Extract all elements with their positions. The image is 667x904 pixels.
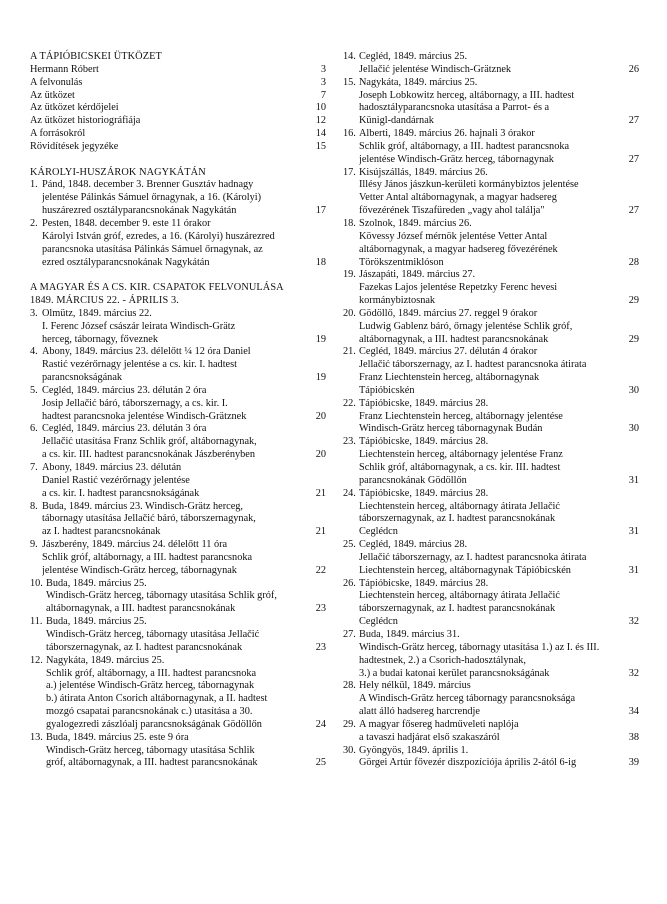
entry-line (359, 668, 639, 681)
entry-line (359, 616, 639, 629)
entry-body (359, 680, 639, 719)
entry-number: 23. (343, 436, 356, 448)
entry-line (359, 64, 639, 77)
entry-line: Schlik gróf, altábornagynak, a cs. kir. III. hadtest (359, 462, 561, 473)
entry-text: Görgei Artúr fővezér diszpozíciója április 2-ától 6-ig (359, 757, 577, 769)
entry-line (359, 257, 639, 270)
entry-line: Fazekas Lajos jelentése Repetzky Ferenc hevesi (359, 282, 558, 294)
entry-line (42, 257, 326, 270)
entry-line: hadosztályparancsnoka utasítása a Parrot- és a (359, 102, 550, 114)
entry-text: Liechtenstein herceg, altábornagynak Tápióbicskén (359, 564, 571, 576)
toc-entry (343, 77, 639, 128)
entry-line: Kisújszállás, 1849. március 26. (359, 166, 488, 178)
entry-number: 2. (30, 217, 38, 229)
entry-line: Buda, 1849. március 25. (46, 616, 147, 628)
entry-line: b.) átirata Anton Csorich altábornagynak, a II. hadtest (46, 693, 268, 705)
entry-line: hadtestnek, 2.) a Csorich-hadosztálynak, (359, 654, 526, 666)
entry-text: a cs. kir. III. hadtest parancsnokának Jászberényben (42, 449, 256, 461)
section-title: A MAGYAR ÉS A CS. KIR. CSAPATOK FELVONULÁSA (30, 282, 284, 294)
page-number: 28 (628, 256, 639, 268)
entry-text: hadtest parancsnoka jelentése Windisch-Grätznek (42, 410, 247, 422)
page-number: 3 (320, 63, 326, 75)
entry-line (42, 205, 326, 218)
page-number: 32 (628, 616, 639, 628)
entry-body (46, 732, 326, 771)
toc-item (30, 115, 326, 128)
entry-text: jelentése Windisch-Grätz herceg, tábornagynak (42, 564, 237, 576)
page-number: 34 (628, 706, 639, 718)
entry-line: Daniel Rastić vezérőrnagy jelentése (42, 474, 190, 486)
entry-line: Tápióbicske, 1849. március 28. (359, 577, 489, 589)
entry-text: jelentése Windisch-Grätz herceg, tábornagynak (359, 153, 554, 165)
entry-line: Tápióbicske, 1849. március 28. (359, 487, 489, 499)
toc-entry (343, 398, 639, 437)
entry-body (46, 578, 326, 617)
entry-line: Alberti, 1849. március 26. hajnali 3 órakor (359, 128, 535, 140)
toc-entry (30, 616, 326, 655)
entry-line (46, 642, 326, 655)
entry-number: 22. (343, 397, 356, 409)
entry-body (46, 616, 326, 655)
entry-line: Illésy János jászkun-kerületi kormánybiztos jelentése (359, 179, 579, 191)
page-number: 31 (628, 526, 639, 538)
page-number: 19 (315, 333, 326, 345)
entry-body (46, 655, 326, 732)
page-number: 15 (315, 140, 326, 152)
entry-text: a cs. kir. I. hadtest parancsnokságának (42, 487, 200, 499)
entry-line: Cegléd, 1849. március 23. délután 3 óra (42, 423, 207, 435)
entry-line: a.) jelentése Windisch-Grätz herceg, tábornagynak (46, 680, 255, 692)
entry-line (359, 423, 639, 436)
entry-line (359, 732, 639, 745)
entry-line: Windisch-Grätz herceg, tábornagy utasítása Jellačić (46, 628, 260, 640)
entry-line: A magyar fősereg hadműveleti naplója (359, 718, 519, 730)
entry-body (42, 462, 326, 501)
entry-line: jelentése Pálinkás Sámuel őrnagynak, a 16. (Károlyi) (42, 192, 262, 204)
toc-entry (343, 128, 639, 167)
page-number: 23 (315, 603, 326, 615)
page-number: 21 (315, 487, 326, 499)
entry-text: herceg, tábornagy, főveznek (42, 333, 158, 345)
section-title: A TÁPIÓBICSKEI ÜTKÖZET (30, 51, 162, 62)
entry-text: az I. hadtest parancsnokának (42, 526, 161, 538)
toc-entry (30, 385, 326, 424)
entry-body (359, 629, 639, 680)
page-number: 3 (320, 76, 326, 88)
toc-entry (30, 578, 326, 617)
entry-line (359, 205, 639, 218)
entry-number: 5. (30, 384, 38, 396)
page-number: 20 (315, 449, 326, 461)
page-number: 29 (628, 295, 639, 307)
entry-line: altábornagynak, a magyar hadsereg fővezérének (359, 243, 558, 255)
entry-line: Liechtenstein herceg, altábornagy jelentése Franz (359, 449, 563, 461)
entry-number: 26. (343, 577, 356, 589)
entry-line: Windisch-Grätz herceg, tábornagy utasítása Schlik gróf, (46, 590, 277, 602)
toc-entry (343, 680, 639, 719)
entry-number: 27. (343, 628, 356, 640)
entry-line: Gyöngyös, 1849. április 1. (359, 744, 469, 756)
entry-line: I. Ferenc József császár leirata Windisch-Grätz (42, 320, 236, 332)
entry-line (359, 526, 639, 539)
entry-body (359, 719, 639, 745)
entry-line: Szolnok, 1849. március 26. (359, 217, 472, 229)
toc-section (30, 167, 326, 270)
page-number: 39 (628, 757, 639, 769)
page-number: 25 (315, 757, 326, 769)
entry-line (359, 295, 639, 308)
entry-number: 6. (30, 423, 38, 435)
entry-line: Hely nélkül, 1849. március (359, 680, 471, 692)
entry-body (359, 77, 639, 128)
entry-number: 7. (30, 462, 38, 473)
entry-line: Windisch-Grätz herceg, tábornagy utasítása Schlik (46, 744, 255, 756)
page-number: 32 (628, 667, 639, 679)
entry-body (42, 308, 326, 347)
entry-line: Buda, 1849. március 25. este 9 óra (46, 731, 189, 743)
entry-text: altábornagynak, a III. hadtest parancsnokának (46, 603, 236, 615)
entry-number: 25. (343, 539, 356, 551)
entry-line (359, 706, 639, 719)
toc-item (30, 102, 326, 115)
entry-line (46, 757, 326, 770)
entry-line: Ludwig Gablenz báró, őrnagy jelentése Schlik gróf, (359, 320, 573, 332)
page-number: 29 (628, 333, 639, 345)
entry-line: A Windisch-Grätz herceg tábornagy parancsnoksága (359, 693, 576, 705)
entry-number: 14. (343, 51, 356, 62)
entry-number: 3. (30, 307, 38, 319)
section-subtitle: 1849. MÁRCIUS 22. - ÁPRILIS 3. (30, 295, 179, 307)
entry-body (359, 578, 639, 629)
item-text: A felvonulás (30, 76, 83, 88)
toc-item (30, 128, 326, 141)
section-title: KÁROLYI-HUSZÁROK NAGYKÁTÁN (30, 166, 206, 178)
entry-line: táborszernagynak, az I. hadtest parancsnokának (359, 513, 556, 525)
toc-entry (30, 179, 326, 218)
left-column (30, 51, 326, 783)
entry-line: mozgó csapatai parancsnokának c.) utasítása a 30. (46, 706, 253, 718)
entry-line (359, 757, 639, 770)
page-number: 14 (315, 128, 326, 140)
entry-text: gyalogezredi zászlóalj parancsnokságának Gödöllőn (46, 718, 262, 730)
entry-line: Nagykáta, 1849. március 25. (46, 654, 165, 666)
entry-number: 8. (30, 500, 38, 512)
entry-line: Tápióbicske, 1849. március 28. (359, 436, 489, 448)
entry-number: 24. (343, 487, 356, 499)
toc-item (30, 77, 326, 90)
page-number: 30 (628, 423, 639, 435)
toc-entry (343, 629, 639, 680)
page-number: 22 (315, 564, 326, 576)
entry-number: 20. (343, 307, 356, 319)
entry-body (359, 436, 639, 487)
entry-line: tábornagy utasítása Jellačić báró, táborszernagynak, (42, 513, 256, 525)
entry-text: táborszernagynak, az I. hadtest parancsnokának (46, 641, 243, 653)
page-number: 18 (315, 256, 326, 268)
toc-entry (30, 539, 326, 578)
entry-line (42, 488, 326, 501)
toc-entry (30, 346, 326, 385)
entry-text: Ceglédcn (359, 526, 398, 538)
toc-entry (30, 462, 326, 501)
entry-body (42, 385, 326, 424)
entry-line: Schlik gróf, altábornagy, a III. hadtest parancsnoka (359, 140, 570, 152)
entry-body (42, 539, 326, 578)
entry-line: Joseph Lobkowitz herceg, altábornagy, a III. hadtest (359, 89, 575, 101)
page-number: 27 (628, 115, 639, 127)
toc-entry (30, 423, 326, 462)
entry-line: Jászberény, 1849. március 24. délelőtt 11 óra (42, 539, 228, 551)
entry-body (359, 167, 639, 218)
entry-line (42, 372, 326, 385)
entry-number: 18. (343, 217, 356, 229)
entry-number: 13. (30, 731, 43, 743)
toc-entry (343, 539, 639, 578)
toc-entry (343, 218, 639, 269)
entry-line: Cegléd, 1849. március 25. (359, 51, 468, 62)
entry-number: 21. (343, 346, 356, 358)
entry-line (42, 449, 326, 462)
entry-text: a tavaszi hadjárat első szakaszáról (359, 731, 500, 743)
entry-number: 4. (30, 346, 38, 358)
item-text: Az ütközet (30, 89, 75, 101)
entry-line: Buda, 1849. március 25. (46, 577, 147, 589)
entry-line (359, 385, 639, 398)
page-number: 12 (315, 115, 326, 127)
toc-entry (343, 745, 639, 771)
entry-text: Windisch-Grätz herceg tábornagynak Budán (359, 423, 543, 435)
entry-text: Tápióbicskén (359, 384, 415, 396)
toc-entry (30, 218, 326, 269)
entry-line: Cegléd, 1849. március 28. (359, 539, 468, 551)
entry-line: parancsnoka utasítása Pálinkás Sámuel őrnagynak, az (42, 243, 263, 255)
item-text: Rövidítések jegyzéke (30, 140, 119, 152)
entry-text: Jellačić jelentése Windisch-Grätznek (359, 63, 512, 75)
entry-body (359, 128, 639, 167)
entry-body (359, 488, 639, 539)
entry-text: fővezérének Tiszafüreden „vagy ahol találja" (359, 205, 545, 217)
page-number: 27 (628, 153, 639, 165)
page-number: 17 (315, 205, 326, 217)
entry-line (42, 334, 326, 347)
entry-line (42, 411, 326, 424)
page-number: 20 (315, 410, 326, 422)
page-number: 19 (315, 372, 326, 384)
entry-line: Olmütz, 1849. március 22. (42, 307, 152, 319)
entry-line: Franz Liechtenstein herceg, altábornagy jelentése (359, 410, 563, 422)
entry-line: Rastić vezérőrnagy jelentése a cs. kir. I. hadtest (42, 359, 237, 371)
entry-line: Franz Liechtenstein herceg, altábornagynak (359, 372, 540, 384)
entry-body (359, 308, 639, 347)
entry-number: 12. (30, 654, 43, 666)
entry-line: Károlyi István gróf, ezredes, a 16. (Károlyi) huszárezred (42, 230, 275, 242)
entry-number: 11. (30, 616, 43, 628)
page-number: 10 (315, 102, 326, 114)
entry-body (42, 423, 326, 462)
entry-body (359, 398, 639, 437)
toc-entry (30, 732, 326, 771)
entry-line: Jellačić utasítása Franz Schlik gróf, altábornagynak, (42, 436, 257, 448)
toc-entry (343, 488, 639, 539)
toc-entry (343, 308, 639, 347)
right-column (343, 51, 639, 770)
entry-line: Schlik gróf, altábornagy, a III. hadtest parancsnoka (42, 551, 253, 563)
entry-number: 9. (30, 539, 38, 551)
entry-number: 1. (30, 179, 38, 191)
entry-body (359, 269, 639, 308)
toc-entry (343, 51, 639, 77)
entry-text: 3.) a budai katonai kerület parancsnokságának (359, 667, 550, 679)
entry-text: kormánybiztosnak (359, 295, 436, 307)
toc-entry (343, 719, 639, 745)
entry-body (359, 745, 639, 771)
entry-line: Nagykáta, 1849. március 25. (359, 76, 478, 88)
entry-number: 19. (343, 269, 356, 281)
entry-body (42, 346, 326, 385)
item-text: Hermann Róbert (30, 63, 99, 75)
entry-number: 29. (343, 718, 356, 730)
page-number: 38 (628, 731, 639, 743)
entry-number: 10. (30, 577, 43, 589)
entry-line: Buda, 1849. március 31. (359, 628, 460, 640)
entry-line: Liechtenstein herceg, altábornagy átirata Jellačić (359, 590, 560, 602)
entry-number: 30. (343, 744, 356, 756)
entry-text: alatt álló hadsereg harcrendje (359, 706, 480, 718)
entry-text: ezred osztályparancsnokának Nagykátán (42, 256, 210, 268)
entry-text: huszárezred osztályparancsnokának Nagykátán (42, 205, 237, 217)
item-text: A forrásokról (30, 128, 86, 140)
entry-line (46, 603, 326, 616)
toc-section (30, 51, 326, 154)
page-number: 23 (315, 641, 326, 653)
page-number: 26 (628, 63, 639, 75)
page-number: 21 (315, 526, 326, 538)
entry-text: Künigl-dandárnak (359, 115, 434, 127)
toc-entry (30, 308, 326, 347)
entry-line (359, 475, 639, 488)
entry-line: Schlik gróf, altábornagy, a III. hadtest parancsnoka (46, 667, 257, 679)
entry-text: gróf, altábornagynak, a III. hadtest parancsnokának (46, 757, 258, 769)
toc-item (30, 64, 326, 77)
toc-entry (30, 655, 326, 732)
entry-text: parancsnokságának (42, 372, 123, 384)
page-number: 7 (320, 89, 326, 101)
toc-section (30, 282, 326, 770)
entry-line: Abony, 1849. március 23. délelőtt ¼ 12 óra Daniel (42, 346, 251, 358)
entry-line (359, 115, 639, 128)
entry-line: Pesten, 1848. december 9. este 11 órakor (42, 217, 211, 229)
page-number: 24 (315, 718, 326, 730)
entry-number: 16. (343, 128, 356, 140)
entry-line (359, 565, 639, 578)
entry-text: Törökszentmiklóson (359, 256, 444, 268)
entry-line: Abony, 1849. március 23. délután (42, 462, 182, 473)
entry-line (46, 719, 326, 732)
entry-body (42, 218, 326, 269)
entry-line: Kövessy József mérnök jelentése Vetter Antal (359, 230, 548, 242)
entry-line: Jellačić táborszernagy, az I. hadtest parancsnoka átirata (359, 551, 587, 563)
entry-line (359, 154, 639, 167)
entry-text: parancsnokának Gödöllőn (359, 474, 467, 486)
toc-entry (343, 269, 639, 308)
entry-line: Jellačić táborszernagy, az I. hadtest parancsnoka átirata (359, 359, 587, 371)
entry-text: Ceglédcn (359, 616, 398, 628)
entry-line: táborszernagynak, az I. hadtest parancsnokának (359, 603, 556, 615)
entry-body (359, 218, 639, 269)
entry-number: 28. (343, 680, 356, 692)
entry-line: Vetter Antal altábornagynak, a magyar hadsereg (359, 192, 557, 204)
entry-line: Pánd, 1848. december 3. Brenner Gusztáv hadnagy (42, 179, 254, 191)
entry-number: 17. (343, 166, 356, 178)
entry-line (42, 526, 326, 539)
toc-item (30, 141, 326, 154)
entry-line: Cegléd, 1849. március 23. délután 2 óra (42, 384, 207, 396)
page-number: 31 (628, 564, 639, 576)
page-number: 27 (628, 205, 639, 217)
entry-line: Tápióbicske, 1849. március 28. (359, 397, 489, 409)
item-text: Az ütközet kérdőjelei (30, 102, 119, 114)
toc-entry (343, 346, 639, 397)
item-text: Az ütközet historiográfiája (30, 115, 141, 127)
toc-entry (30, 501, 326, 540)
entry-body (359, 346, 639, 397)
page-number: 31 (628, 474, 639, 486)
entry-body (42, 179, 326, 218)
entry-body (359, 539, 639, 578)
entry-body (359, 51, 639, 77)
entry-line: Windisch-Grätz herceg, tábornagy utasítása 1.) az I. és III. (359, 641, 600, 653)
entry-line: Cegléd, 1849. március 27. délután 4 órakor (359, 346, 538, 358)
toc-entry (343, 578, 639, 629)
entry-line: Liechtenstein herceg, altábornagy átirata Jellačić (359, 500, 560, 512)
toc-item (30, 90, 326, 103)
entry-line: Jászapáti, 1849. március 27. (359, 269, 476, 281)
entry-line: Gödöllő, 1849. március 27. reggel 9 órakor (359, 307, 538, 319)
toc-entry (343, 436, 639, 487)
entry-line: Buda, 1849. március 23. Windisch-Grätz herceg, (42, 500, 243, 512)
page-number: 30 (628, 384, 639, 396)
entry-line (42, 565, 326, 578)
entry-line (359, 334, 639, 347)
entry-text: altábornagynak, a III. hadtest parancsnokának (359, 333, 549, 345)
entry-line: Josip Jellačić báró, táborszernagy, a cs. kir. I. (42, 397, 228, 409)
entry-body (42, 501, 326, 540)
toc-entry (343, 167, 639, 218)
entry-number: 15. (343, 76, 356, 88)
